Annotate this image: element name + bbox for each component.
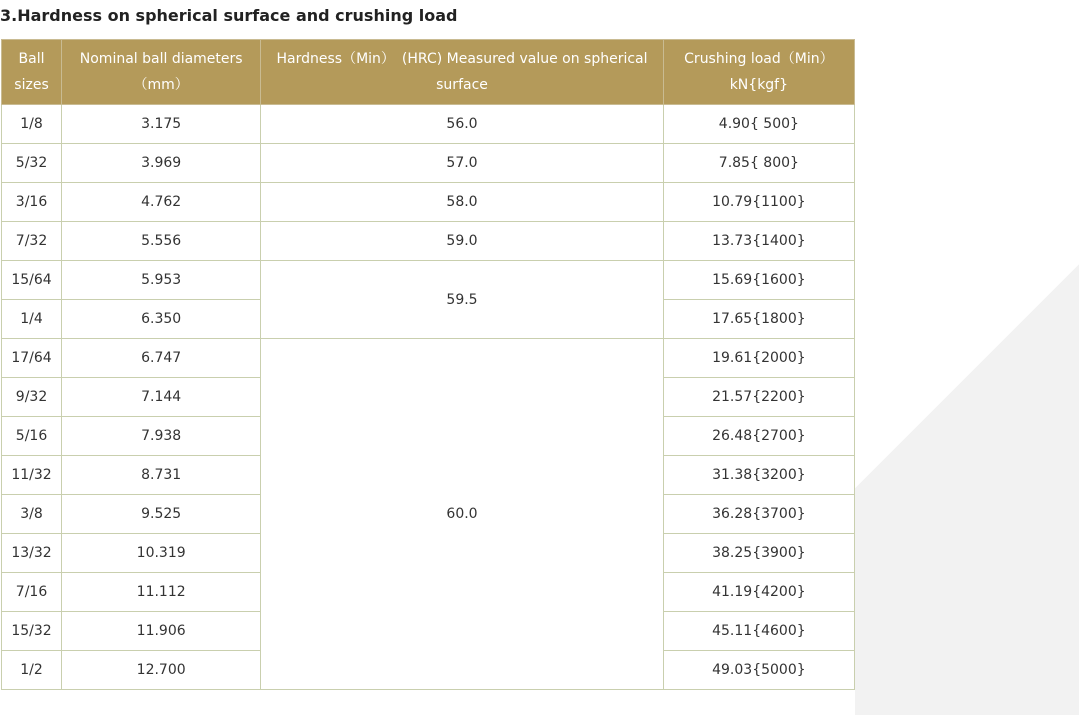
ball-size-cell: 9/32 bbox=[2, 378, 62, 417]
hardness-cell: 59.5 bbox=[261, 261, 663, 339]
header-nominal-diameter: Nominal ball diameters（mm） bbox=[62, 40, 261, 105]
hardness-cell: 60.0 bbox=[261, 339, 663, 690]
header-ball-sizes: Ball sizes bbox=[2, 40, 62, 105]
hardness-crushing-table bbox=[1, 39, 855, 690]
diameter-cell: 11.906 bbox=[62, 612, 261, 651]
ball-size-cell: 17/64 bbox=[2, 339, 62, 378]
diameter-cell: 7.144 bbox=[62, 378, 261, 417]
header-crushing-load: Crushing load（Min） kN{kgf} bbox=[663, 40, 854, 105]
table-row bbox=[2, 144, 855, 183]
hardness-cell: 59.0 bbox=[261, 222, 663, 261]
ball-size-cell: 5/32 bbox=[2, 144, 62, 183]
ball-size-cell: 5/16 bbox=[2, 417, 62, 456]
crushing-load-cell: 19.61{2000} bbox=[663, 339, 854, 378]
diameter-cell: 11.112 bbox=[62, 573, 261, 612]
table-row bbox=[2, 261, 855, 300]
crushing-load-cell: 10.79{1100} bbox=[663, 183, 854, 222]
diameter-cell: 6.350 bbox=[62, 300, 261, 339]
diameter-cell: 3.175 bbox=[62, 105, 261, 144]
hardness-cell: 57.0 bbox=[261, 144, 663, 183]
ball-size-cell: 3/8 bbox=[2, 495, 62, 534]
ball-size-cell: 13/32 bbox=[2, 534, 62, 573]
diameter-cell: 7.938 bbox=[62, 417, 261, 456]
diameter-cell: 9.525 bbox=[62, 495, 261, 534]
diameter-cell: 3.969 bbox=[62, 144, 261, 183]
diameter-cell: 5.953 bbox=[62, 261, 261, 300]
table-row bbox=[2, 105, 855, 144]
crushing-load-cell: 15.69{1600} bbox=[663, 261, 854, 300]
diameter-cell: 5.556 bbox=[62, 222, 261, 261]
diameter-cell: 12.700 bbox=[62, 651, 261, 690]
section-title: 3.Hardness on spherical surface and crushing load bbox=[0, 6, 458, 25]
crushing-load-cell: 26.48{2700} bbox=[663, 417, 854, 456]
ball-size-cell: 1/4 bbox=[2, 300, 62, 339]
crushing-load-cell: 13.73{1400} bbox=[663, 222, 854, 261]
crushing-load-cell: 49.03{5000} bbox=[663, 651, 854, 690]
crushing-load-cell: 21.57{2200} bbox=[663, 378, 854, 417]
table-header-row bbox=[2, 40, 855, 105]
ball-size-cell: 7/32 bbox=[2, 222, 62, 261]
ball-size-cell: 15/32 bbox=[2, 612, 62, 651]
table-row bbox=[2, 222, 855, 261]
table-row bbox=[2, 183, 855, 222]
diameter-cell: 10.319 bbox=[62, 534, 261, 573]
header-hardness: Hardness（Min） (HRC) Measured value on spherical surface bbox=[261, 40, 663, 105]
ball-size-cell: 15/64 bbox=[2, 261, 62, 300]
hardness-cell: 58.0 bbox=[261, 183, 663, 222]
crushing-load-cell: 4.90{ 500} bbox=[663, 105, 854, 144]
table-row bbox=[2, 339, 855, 378]
ball-size-cell: 11/32 bbox=[2, 456, 62, 495]
crushing-load-cell: 38.25{3900} bbox=[663, 534, 854, 573]
ball-size-cell: 1/2 bbox=[2, 651, 62, 690]
crushing-load-cell: 31.38{3200} bbox=[663, 456, 854, 495]
diameter-cell: 6.747 bbox=[62, 339, 261, 378]
ball-size-cell: 1/8 bbox=[2, 105, 62, 144]
hardness-cell: 56.0 bbox=[261, 105, 663, 144]
crushing-load-cell: 41.19{4200} bbox=[663, 573, 854, 612]
background-decoration bbox=[855, 0, 1079, 715]
diameter-cell: 8.731 bbox=[62, 456, 261, 495]
crushing-load-cell: 36.28{3700} bbox=[663, 495, 854, 534]
crushing-load-cell: 17.65{1800} bbox=[663, 300, 854, 339]
diameter-cell: 4.762 bbox=[62, 183, 261, 222]
crushing-load-cell: 45.11{4600} bbox=[663, 612, 854, 651]
ball-size-cell: 7/16 bbox=[2, 573, 62, 612]
ball-size-cell: 3/16 bbox=[2, 183, 62, 222]
crushing-load-cell: 7.85{ 800} bbox=[663, 144, 854, 183]
